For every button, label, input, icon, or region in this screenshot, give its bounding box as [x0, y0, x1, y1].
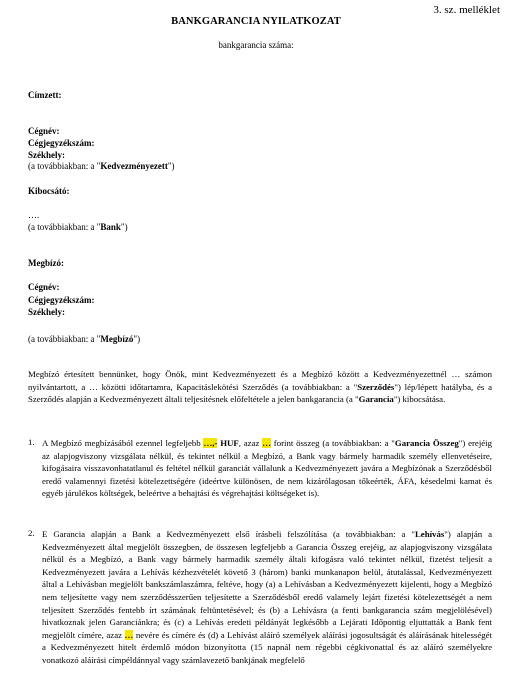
issuer-placeholder: ….	[28, 210, 40, 220]
principal-regno-label: Cégjegyzékszám:	[28, 295, 95, 305]
recipient-company-label: Cégnév:	[28, 126, 60, 136]
bank-address-placeholder: …	[124, 629, 134, 640]
guarantee-clause-1: A Megbízó megbízásából ezennel legfeljebb …,- HUF, azaz … forint összeg (a továbbiakban: a "Garancia Összeg") erejéig az alapjogviszony vizsgálata nélkül, és tekintet nélkül a Megbízó, a Bank vagy bármely harmadik személy ellenvetéseire, kifogásaira visszavonhatatlanul és feltétel nélkül garanciát vállalunk a Kedvezményezett javára a Megbízónak a Szerződésből eredő valamennyi fizetési kötelezettségére (ideértve különösen, de nem kizárólagosan tőkeérték, ÁFA, késedelmi kamat és egyéb járulékos költségek, beleértve a behajtási és végrehajtási költségeket is).	[42, 438, 493, 499]
intro-paragraph: Megbízó értesített bennünket, hogy Önök, mint Kedvezményezett és a Megbízó között a Kedvezményezettnél … számon nyilvántartott, a … közötti időtartamra, Kapacitáslekötési Szerződés (a továbbiakban: a "Szerződés") lép/lépett hatályba, és a Szerződés alapján a Kedvezményezett általi teljesítésnek előfeltétele a jelen bankgarancia (a "Garancia") kibocsátása.	[28, 369, 492, 405]
principal-company-label: Cégnév:	[28, 282, 60, 292]
guarantee-clause-2: E Garancia alapján a Bank a Kedvezményezett első írásbeli felszólítása (a továbbiakban: a "Lehívás") alapján a Kedvezményezett által megjelölt összegben, de összesen legfeljebb a Garancia Összeg erejéig, az alapjogviszony vizsgálata nélkül és a Megbízó, a Bank vagy bármely harmadik személy általi kifogásra való tekintet nélkül, fizetést teljesít a Kedvezményezett javára a Lehívás kézhezvételét követő 3 (három) banki munkanapon belül, átutalással, Kedvezményezett által a Lehívásban megjelölt bankszámlaszámra, feltéve, hogy (a) a Lehívásban a Kedvezményezett kijelenti, hogy a Megbízó nem teljesítette vagy nem szerződésszerűen teljesítette a Szerződésből eredő valamely lejárt fizetési kötelezettségét a nem teljesített Szerződés fentebb írt számának feltüntetésével; és (b) a Lehívásra (a fenti bankgarancia szám megjelölésével) hivatkoznak jelen Garanciánkra; és (c) a Lehívás eredeti példányát legkésőbb a Lejárati Időpontig eljuttatták a Bank fent megjelölt címére, azaz … nevére és címére és (d) a Lehívást aláíró személyek aláírási jogosultságát és aláírásának hitelességét a Kedvezményezett hitelt érdemlő módon bizonyította (15 napnál nem régebbi cégkivonattal és az aláíró személyekre vonatkozó aláírási címpéldánnyal vagy számlavezető bankjának megfelelő	[42, 529, 492, 665]
principal-heading: Megbízó:	[28, 258, 64, 268]
annex-label: 3. sz. melléklet	[433, 4, 500, 16]
recipient-regno-label: Cégjegyzékszám:	[28, 138, 95, 148]
document-title: BANKGARANCIA NYILATKOZAT	[171, 16, 341, 27]
recipient-referred-as: (a továbbiakban: a "Kedvezményezett")	[28, 161, 175, 171]
recipient-seat-label: Székhely:	[28, 150, 65, 160]
amount-placeholder: …,-	[203, 438, 218, 448]
issuer-referred-as: (a továbbiakban: a "Bank")	[28, 222, 128, 232]
recipient-heading: Címzett:	[28, 90, 62, 100]
amount-words-placeholder: …	[262, 438, 271, 448]
principal-seat-label: Székhely:	[28, 307, 65, 317]
item-number: 1.	[28, 437, 35, 447]
guarantee-number-label: bankgarancia száma:	[218, 40, 294, 50]
item-number: 2.	[28, 528, 35, 538]
principal-referred-as: (a továbbiakban: a "Megbízó")	[28, 334, 141, 344]
issuer-heading: Kibocsátó:	[28, 186, 70, 196]
